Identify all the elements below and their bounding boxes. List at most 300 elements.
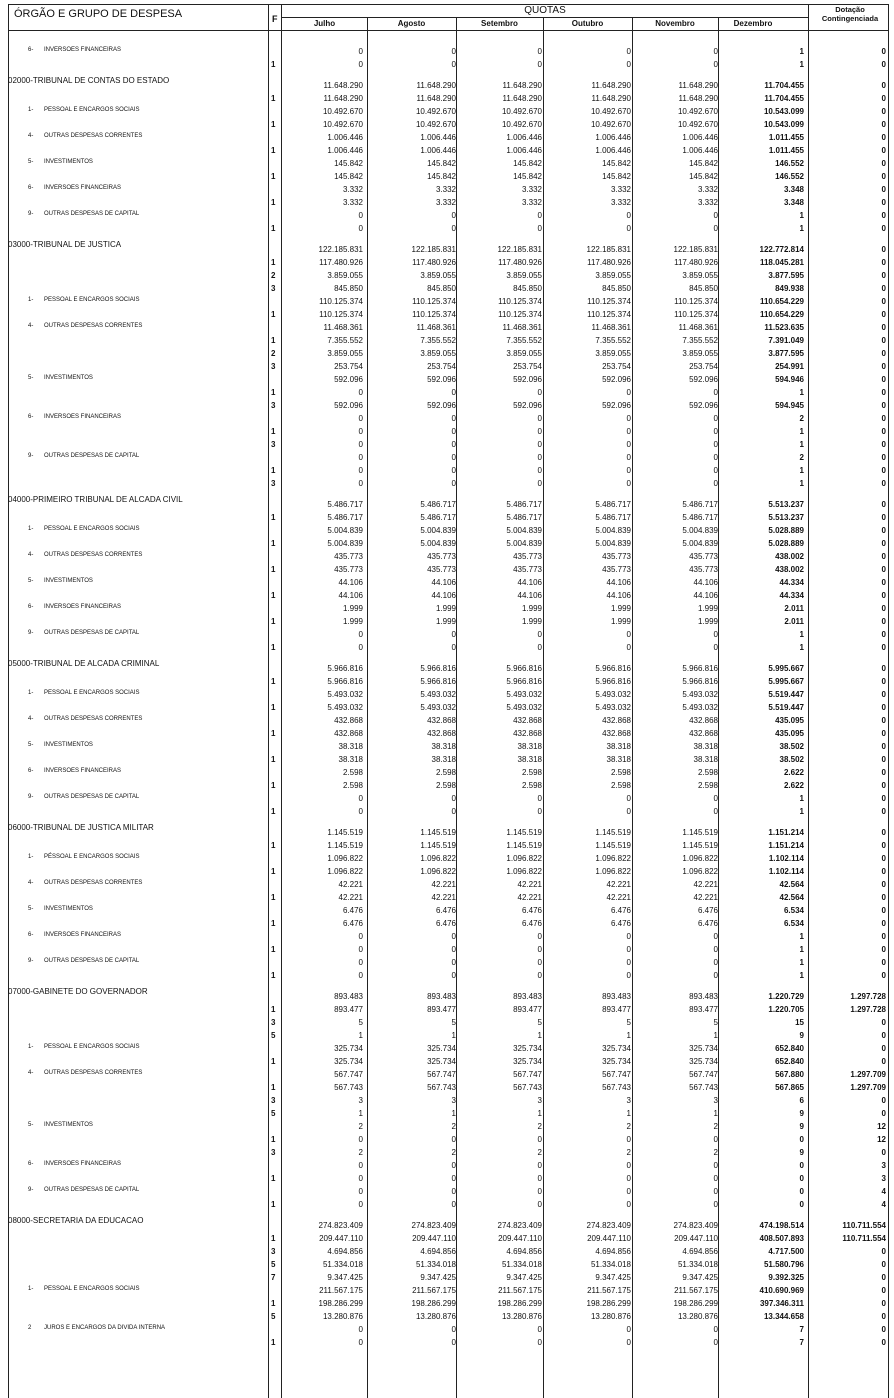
value-outubro: 13.280.876 — [590, 1312, 631, 1321]
value-julho: 11.468.361 — [323, 323, 363, 332]
group-row — [0, 906, 894, 919]
group-code: 1- — [28, 107, 34, 113]
fonte-row — [0, 1031, 894, 1044]
value-agosto: 0 — [451, 643, 456, 652]
value-dotacao: 0 — [881, 1338, 886, 1347]
value-dotacao: 0 — [881, 703, 886, 712]
value-agosto: 0 — [451, 971, 456, 980]
fonte-row — [0, 146, 894, 159]
value-dotacao: 0 — [881, 841, 886, 850]
value-dotacao: 0 — [881, 1018, 886, 1027]
value-dezembro: 2 — [799, 453, 804, 462]
value-outubro: 1.006.446 — [595, 146, 631, 155]
value-novembro: 2 — [713, 1148, 718, 1157]
fonte-code: 1 — [271, 677, 276, 686]
value-agosto: 1.999 — [435, 617, 456, 626]
value-dezembro: 1 — [799, 60, 804, 69]
value-novembro: 325.734 — [689, 1044, 718, 1053]
fonte-code: 1 — [271, 867, 276, 876]
value-agosto: 1.006.446 — [420, 146, 456, 155]
value-dotacao: 0 — [881, 440, 886, 449]
fonte-code: 2 — [271, 349, 276, 358]
value-setembro: 145.842 — [513, 172, 542, 181]
fonte-row — [0, 617, 894, 630]
value-julho: 10.492.670 — [322, 107, 363, 116]
group-code: 6- — [28, 185, 34, 191]
value-agosto: 0 — [451, 466, 456, 475]
value-novembro: 211.567.175 — [674, 1286, 718, 1295]
fonte-row — [0, 703, 894, 716]
value-julho: 5.493.032 — [327, 690, 363, 699]
header-dotacao-line1: Dotação — [835, 5, 865, 14]
value-dezembro: 849.938 — [775, 284, 804, 293]
group-row — [0, 159, 894, 172]
value-novembro: 1 — [713, 1031, 718, 1040]
fonte-code: 1 — [271, 427, 276, 436]
value-outubro: 2.598 — [610, 781, 631, 790]
fonte-code: 1 — [271, 643, 276, 652]
value-setembro: 0 — [537, 479, 542, 488]
value-dotacao: 0 — [881, 1286, 886, 1295]
value-dezembro: 1 — [799, 932, 804, 941]
value-julho: 5.004.839 — [327, 539, 363, 548]
value-agosto: 0 — [451, 794, 456, 803]
header-month-novembro: Novembro — [655, 19, 695, 28]
fonte-code: 1 — [271, 971, 276, 980]
value-setembro: 1.999 — [521, 604, 542, 613]
value-setembro: 893.477 — [513, 1005, 542, 1014]
group-row — [0, 1286, 894, 1299]
value-julho: 122.185.831 — [318, 245, 363, 254]
group-row — [0, 854, 894, 867]
value-outubro: 198.286.299 — [586, 1299, 631, 1308]
value-dotacao: 0 — [881, 271, 886, 280]
value-dotacao: 0 — [881, 867, 886, 876]
value-setembro: 211.567.175 — [498, 1286, 542, 1295]
header-quotas: QUOTAS — [524, 5, 566, 16]
value-julho: 0 — [358, 211, 363, 220]
value-julho: 0 — [358, 60, 363, 69]
value-novembro: 0 — [713, 1135, 718, 1144]
value-dezembro: 6 — [799, 1096, 804, 1105]
value-novembro: 1.006.446 — [682, 133, 718, 142]
fonte-row — [0, 729, 894, 742]
fonte-row — [0, 755, 894, 768]
value-outubro: 0 — [626, 211, 631, 220]
value-setembro: 567.743 — [513, 1083, 542, 1092]
value-dotacao: 0 — [881, 94, 886, 103]
value-julho: 0 — [358, 414, 363, 423]
value-setembro: 3.332 — [521, 198, 542, 207]
value-outubro: 0 — [626, 945, 631, 954]
value-dotacao: 1.297.728 — [850, 992, 886, 1001]
org-name: 03000-TRIBUNAL DE JUSTICA — [8, 240, 122, 249]
value-setembro: 893.483 — [513, 992, 542, 1001]
value-setembro: 0 — [537, 211, 542, 220]
header-month-julho: Julho — [313, 19, 336, 28]
fonte-row — [0, 1200, 894, 1213]
value-novembro: 11.648.290 — [678, 81, 718, 90]
group-name: OUTRAS DESPESAS CORRENTES — [44, 323, 143, 329]
group-row — [0, 1122, 894, 1135]
value-dezembro: 9.392.325 — [768, 1273, 804, 1282]
value-agosto: 0 — [451, 1161, 456, 1170]
group-code: 9- — [28, 1187, 34, 1193]
value-outubro: 3.859.055 — [595, 271, 631, 280]
value-outubro: 432.868 — [602, 729, 631, 738]
fonte-code: 1 — [271, 1234, 276, 1243]
value-outubro: 211.567.175 — [587, 1286, 631, 1295]
value-setembro: 110.125.374 — [498, 297, 542, 306]
value-julho: 5 — [358, 1018, 363, 1027]
value-agosto: 0 — [451, 453, 456, 462]
org-name: 02000-TRIBUNAL DE CONTAS DO ESTADO — [8, 76, 170, 85]
value-dezembro: 15 — [795, 1018, 804, 1027]
value-novembro: 5.493.032 — [682, 690, 718, 699]
value-julho: 1.096.822 — [327, 867, 363, 876]
group-code: 5- — [28, 375, 34, 381]
value-novembro: 2 — [713, 1122, 718, 1131]
group-row — [0, 742, 894, 755]
value-dotacao: 0 — [881, 310, 886, 319]
value-agosto: 10.492.670 — [415, 120, 456, 129]
value-julho: 44.106 — [338, 591, 363, 600]
value-novembro: 7.355.552 — [682, 336, 718, 345]
value-dezembro: 44.334 — [779, 591, 804, 600]
value-julho: 893.477 — [334, 1005, 363, 1014]
value-julho: 0 — [358, 224, 363, 233]
value-outubro: 0 — [626, 224, 631, 233]
value-agosto: 0 — [451, 211, 456, 220]
value-novembro: 110.125.374 — [674, 297, 718, 306]
group-code: 9- — [28, 453, 34, 459]
value-dezembro: 2.011 — [784, 604, 804, 613]
value-novembro: 122.185.831 — [673, 245, 718, 254]
fonte-code: 1 — [271, 617, 276, 626]
value-novembro: 1.999 — [697, 617, 718, 626]
value-julho: 5.966.816 — [327, 677, 363, 686]
value-dezembro: 0 — [799, 1161, 804, 1170]
fonte-row — [0, 1247, 894, 1260]
value-outubro: 110.125.374 — [587, 310, 631, 319]
value-novembro: 11.468.361 — [678, 323, 718, 332]
value-novembro: 893.477 — [689, 1005, 718, 1014]
value-julho: 0 — [358, 1200, 363, 1209]
value-julho: 117.480.926 — [319, 258, 363, 267]
fonte-code: 1 — [271, 1338, 276, 1347]
value-agosto: 6.476 — [435, 906, 456, 915]
fonte-code: 1 — [271, 513, 276, 522]
value-dotacao: 0 — [881, 198, 886, 207]
value-dotacao: 0 — [881, 375, 886, 384]
value-dotacao: 0 — [881, 643, 886, 652]
group-code: 4- — [28, 880, 34, 886]
value-setembro: 0 — [537, 60, 542, 69]
value-julho: 1.999 — [342, 617, 363, 626]
value-novembro: 5.966.816 — [682, 677, 718, 686]
value-julho: 7.355.552 — [327, 336, 363, 345]
value-agosto: 11.648.290 — [416, 94, 456, 103]
value-outubro: 3.332 — [610, 198, 631, 207]
value-setembro: 44.106 — [517, 578, 542, 587]
value-setembro: 38.318 — [517, 755, 542, 764]
fonte-code: 3 — [271, 1148, 276, 1157]
group-name: PESSOAL E ENCARGOS SOCIAIS — [44, 526, 140, 532]
value-agosto: 0 — [451, 47, 456, 56]
value-novembro: 38.318 — [693, 742, 718, 751]
group-code: 9- — [28, 958, 34, 964]
value-setembro: 0 — [537, 643, 542, 652]
value-dotacao: 0 — [881, 60, 886, 69]
group-code: 6- — [28, 604, 34, 610]
value-dezembro: 44.334 — [779, 578, 804, 587]
fonte-code: 1 — [271, 807, 276, 816]
fonte-row — [0, 807, 894, 820]
value-dotacao: 0 — [881, 690, 886, 699]
value-setembro: 0 — [537, 958, 542, 967]
value-dezembro: 1 — [799, 427, 804, 436]
value-dotacao: 0 — [881, 1325, 886, 1334]
value-novembro: 6.476 — [697, 906, 718, 915]
value-dotacao: 0 — [881, 1148, 886, 1157]
fonte-code: 1 — [271, 781, 276, 790]
value-novembro: 592.096 — [689, 401, 718, 410]
org-name: 04000-PRIMEIRO TRIBUNAL DE ALCADA CIVIL — [8, 495, 183, 504]
fonte-code: 1 — [271, 120, 276, 129]
value-novembro: 44.106 — [693, 591, 718, 600]
quotas-subrule — [282, 17, 808, 18]
value-novembro: 209.447.110 — [674, 1234, 718, 1243]
value-dotacao: 0 — [881, 677, 886, 686]
group-name: OUTRAS DESPESAS DE CAPITAL — [44, 958, 140, 964]
value-julho: 6.476 — [342, 906, 363, 915]
value-novembro: 5.486.717 — [682, 500, 718, 509]
value-agosto: 274.823.409 — [411, 1221, 456, 1230]
header-month-outubro: Outubro — [571, 19, 604, 28]
value-novembro: 0 — [713, 224, 718, 233]
value-dotacao: 4 — [881, 1187, 886, 1196]
fonte-row — [0, 1312, 894, 1325]
value-julho: 274.823.409 — [318, 1221, 363, 1230]
value-dotacao: 0 — [881, 526, 886, 535]
value-dezembro: 4.717.500 — [768, 1247, 804, 1256]
fonte-code: 1 — [271, 60, 276, 69]
header-dotacao — [810, 5, 890, 23]
fonte-row — [0, 120, 894, 133]
value-setembro: 3.859.055 — [506, 349, 542, 358]
value-agosto: 122.185.831 — [411, 245, 456, 254]
value-dotacao: 0 — [881, 880, 886, 889]
value-novembro: 1.145.519 — [682, 841, 718, 850]
value-novembro: 1 — [713, 1109, 718, 1118]
value-julho: 5.486.717 — [327, 513, 363, 522]
value-novembro: 1.999 — [697, 604, 718, 613]
value-outubro: 11.648.290 — [591, 81, 631, 90]
value-novembro: 0 — [713, 211, 718, 220]
value-novembro: 0 — [713, 1325, 718, 1334]
value-outubro: 5.004.839 — [595, 539, 631, 548]
value-outubro: 0 — [626, 1200, 631, 1209]
value-outubro: 209.447.110 — [587, 1234, 631, 1243]
value-novembro: 5.966.816 — [682, 664, 718, 673]
fonte-row — [0, 224, 894, 237]
value-setembro: 5.004.839 — [506, 539, 542, 548]
value-novembro: 11.648.290 — [678, 94, 718, 103]
value-novembro: 117.480.926 — [674, 258, 718, 267]
fonte-row — [0, 513, 894, 526]
value-dezembro: 7 — [799, 1325, 804, 1334]
value-setembro: 145.842 — [513, 159, 542, 168]
value-dezembro: 0 — [799, 1187, 804, 1196]
value-setembro: 5.966.816 — [506, 664, 542, 673]
value-dezembro: 6.534 — [783, 906, 804, 915]
value-setembro: 0 — [537, 1161, 542, 1170]
value-setembro: 7.355.552 — [506, 336, 542, 345]
value-julho: 0 — [358, 807, 363, 816]
value-novembro: 435.773 — [689, 565, 718, 574]
fonte-row — [0, 401, 894, 414]
value-dezembro: 2.622 — [783, 781, 804, 790]
value-dezembro: 11.704.455 — [764, 94, 804, 103]
value-setembro: 2 — [537, 1148, 542, 1157]
value-novembro: 0 — [713, 427, 718, 436]
value-julho: 3 — [358, 1096, 363, 1105]
fonte-row — [0, 172, 894, 185]
group-row — [0, 716, 894, 729]
group-row — [0, 1187, 894, 1200]
group-code: 5- — [28, 906, 34, 912]
value-novembro: 0 — [713, 1174, 718, 1183]
value-outubro: 9.347.425 — [595, 1273, 631, 1282]
value-agosto: 325.734 — [427, 1057, 456, 1066]
fonte-code: 3 — [271, 1018, 276, 1027]
value-outubro: 0 — [626, 440, 631, 449]
value-dezembro: 2.011 — [784, 617, 804, 626]
group-name: PESSOAL E ENCARGOS SOCIAIS — [44, 690, 140, 696]
value-outubro: 0 — [626, 971, 631, 980]
group-code: 6- — [28, 932, 34, 938]
group-code: 1- — [28, 526, 34, 532]
fonte-code: 1 — [271, 755, 276, 764]
fonte-code: 1 — [271, 224, 276, 233]
fonte-row — [0, 1135, 894, 1148]
value-julho: 2 — [358, 1148, 363, 1157]
value-outubro: 1.096.822 — [595, 867, 631, 876]
org-row — [0, 1216, 894, 1234]
value-julho: 0 — [358, 1325, 363, 1334]
value-novembro: 0 — [713, 60, 718, 69]
group-code: 1- — [28, 1286, 34, 1292]
org-row — [0, 76, 894, 94]
value-agosto: 592.096 — [427, 401, 456, 410]
fonte-row — [0, 677, 894, 690]
value-dezembro: 3.348 — [783, 185, 804, 194]
value-dezembro: 3.348 — [783, 198, 804, 207]
value-setembro: 42.221 — [517, 880, 542, 889]
group-row — [0, 604, 894, 617]
value-setembro: 0 — [537, 807, 542, 816]
group-name: INVERSOES FINANCEIRAS — [44, 414, 122, 420]
value-outubro: 0 — [626, 388, 631, 397]
group-code: 6- — [28, 1161, 34, 1167]
value-setembro: 6.476 — [521, 906, 542, 915]
fonte-row — [0, 1273, 894, 1286]
value-julho: 0 — [358, 932, 363, 941]
value-dezembro: 410.690.969 — [759, 1286, 804, 1295]
value-setembro: 0 — [537, 440, 542, 449]
value-outubro: 44.106 — [606, 591, 631, 600]
value-agosto: 435.773 — [427, 552, 456, 561]
value-dezembro: 0 — [799, 1174, 804, 1183]
value-agosto: 5.004.839 — [420, 539, 456, 548]
value-setembro: 1.006.446 — [506, 146, 542, 155]
value-julho: 2.598 — [342, 768, 363, 777]
value-dotacao: 0 — [881, 781, 886, 790]
value-outubro: 0 — [626, 794, 631, 803]
value-setembro: 209.447.110 — [498, 1234, 542, 1243]
value-setembro: 11.648.290 — [502, 81, 542, 90]
fonte-row — [0, 94, 894, 107]
group-name: OUTRAS DESPESAS DE CAPITAL — [44, 1187, 140, 1193]
value-julho: 42.221 — [338, 880, 363, 889]
value-setembro: 592.096 — [513, 375, 542, 384]
value-dotacao: 0 — [881, 664, 886, 673]
value-novembro: 0 — [713, 1161, 718, 1170]
value-dotacao: 0 — [881, 794, 886, 803]
value-julho: 1 — [358, 1031, 363, 1040]
value-agosto: 325.734 — [427, 1044, 456, 1053]
value-dezembro: 38.502 — [779, 755, 804, 764]
group-name: OUTRAS DESPESAS DE CAPITAL — [44, 630, 140, 636]
org-row — [0, 495, 894, 513]
fonte-code: 1 — [271, 310, 276, 319]
value-novembro: 2.598 — [697, 781, 718, 790]
value-agosto: 845.850 — [427, 284, 456, 293]
group-row — [0, 958, 894, 971]
value-dezembro: 1.220.729 — [768, 992, 804, 1001]
value-julho: 435.773 — [334, 552, 363, 561]
value-outubro: 38.318 — [606, 742, 631, 751]
value-outubro: 1.006.446 — [595, 133, 631, 142]
value-dotacao: 0 — [881, 828, 886, 837]
fonte-row — [0, 479, 894, 492]
value-julho: 0 — [358, 388, 363, 397]
fonte-code: 1 — [271, 945, 276, 954]
value-dezembro: 2.622 — [783, 768, 804, 777]
fonte-code: 1 — [271, 94, 276, 103]
value-novembro: 198.286.299 — [673, 1299, 718, 1308]
value-julho: 1.096.822 — [327, 854, 363, 863]
value-dezembro: 5.513.237 — [768, 513, 804, 522]
value-novembro: 3.332 — [697, 198, 718, 207]
group-row — [0, 211, 894, 224]
value-julho: 5.493.032 — [327, 703, 363, 712]
value-novembro: 3 — [713, 1096, 718, 1105]
value-dotacao: 0 — [881, 1312, 886, 1321]
value-julho: 38.318 — [338, 742, 363, 751]
group-name: OUTRAS DESPESAS DE CAPITAL — [44, 794, 140, 800]
group-code: 4- — [28, 133, 34, 139]
value-novembro: 0 — [713, 1187, 718, 1196]
value-agosto: 42.221 — [431, 893, 456, 902]
group-row — [0, 1161, 894, 1174]
value-agosto: 253.754 — [427, 362, 456, 371]
group-row — [0, 375, 894, 388]
value-agosto: 432.868 — [427, 716, 456, 725]
value-outubro: 0 — [626, 427, 631, 436]
value-outubro: 2.598 — [610, 768, 631, 777]
fonte-code: 5 — [271, 1260, 276, 1269]
